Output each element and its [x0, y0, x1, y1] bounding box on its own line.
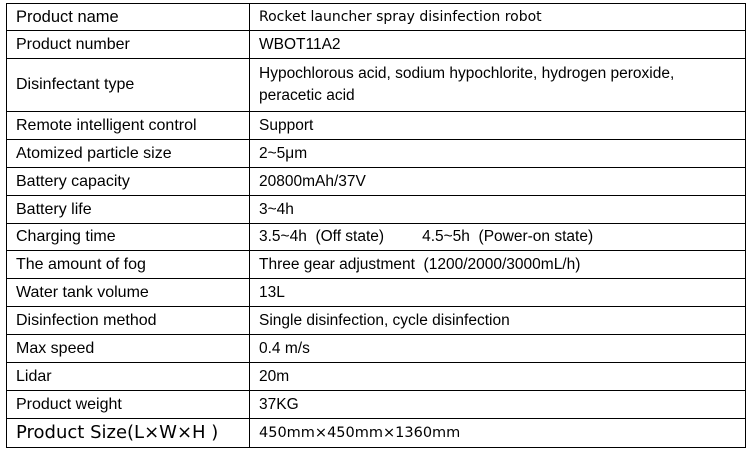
row-label: Product Size(L×W×H ): [7, 419, 250, 448]
table-row: [7, 59, 746, 112]
table-row: [7, 307, 746, 335]
table-row: [7, 168, 746, 196]
row-value: WBOT11A2: [250, 31, 746, 59]
table-row: [7, 335, 746, 363]
row-label: The amount of fog: [7, 251, 250, 279]
row-value: [250, 224, 746, 251]
row-label: Product name: [7, 4, 250, 31]
row-value: Three gear adjustment (1200/2000/3000mL/h): [250, 251, 746, 279]
table-row: [7, 196, 746, 224]
row-label: Product number: [7, 31, 250, 59]
row-value: 20m: [250, 363, 746, 391]
row-label: Disinfection method: [7, 307, 250, 335]
row-value: Support: [250, 112, 746, 140]
row-label: Remote intelligent control: [7, 112, 250, 140]
row-value: 2~5μm: [250, 140, 746, 168]
row-value: [250, 59, 746, 112]
row-label: Disinfectant type: [7, 59, 250, 112]
table-row: [7, 224, 746, 251]
table-row: [7, 251, 746, 279]
row-label: Max speed: [7, 335, 250, 363]
table-row: [7, 419, 746, 448]
table-row: [7, 4, 746, 31]
spec-table: [6, 3, 746, 448]
table-row: [7, 140, 746, 168]
row-label: Water tank volume: [7, 279, 250, 307]
row-value: 3~4h: [250, 196, 746, 224]
table-row: [7, 279, 746, 307]
row-value: Rocket launcher spray disinfection robot: [250, 4, 746, 31]
table-row: [7, 363, 746, 391]
row-label: Battery capacity: [7, 168, 250, 196]
table-row: [7, 112, 746, 140]
value-line: Hypochlorous acid, sodium hypochlorite, hydrogen peroxide,: [259, 65, 675, 82]
value-line: peracetic acid: [259, 87, 355, 104]
row-value: Single disinfection, cycle disinfection: [250, 307, 746, 335]
table-row: [7, 391, 746, 419]
row-label: Atomized particle size: [7, 140, 250, 168]
row-value: 450mm×450mm×1360mm: [250, 419, 746, 448]
value-part: 4.5~5h (Power-on state): [422, 228, 594, 245]
row-label: Battery life: [7, 196, 250, 224]
row-value: 37KG: [250, 391, 746, 419]
row-value: 0.4 m/s: [250, 335, 746, 363]
row-value: 13L: [250, 279, 746, 307]
row-label: Charging time: [7, 224, 250, 251]
row-value: 20800mAh/37V: [250, 168, 746, 196]
table-row: [7, 31, 746, 59]
value-part: 3.5~4h (Off state): [259, 228, 385, 245]
row-label: Lidar: [7, 363, 250, 391]
row-label: Product weight: [7, 391, 250, 419]
